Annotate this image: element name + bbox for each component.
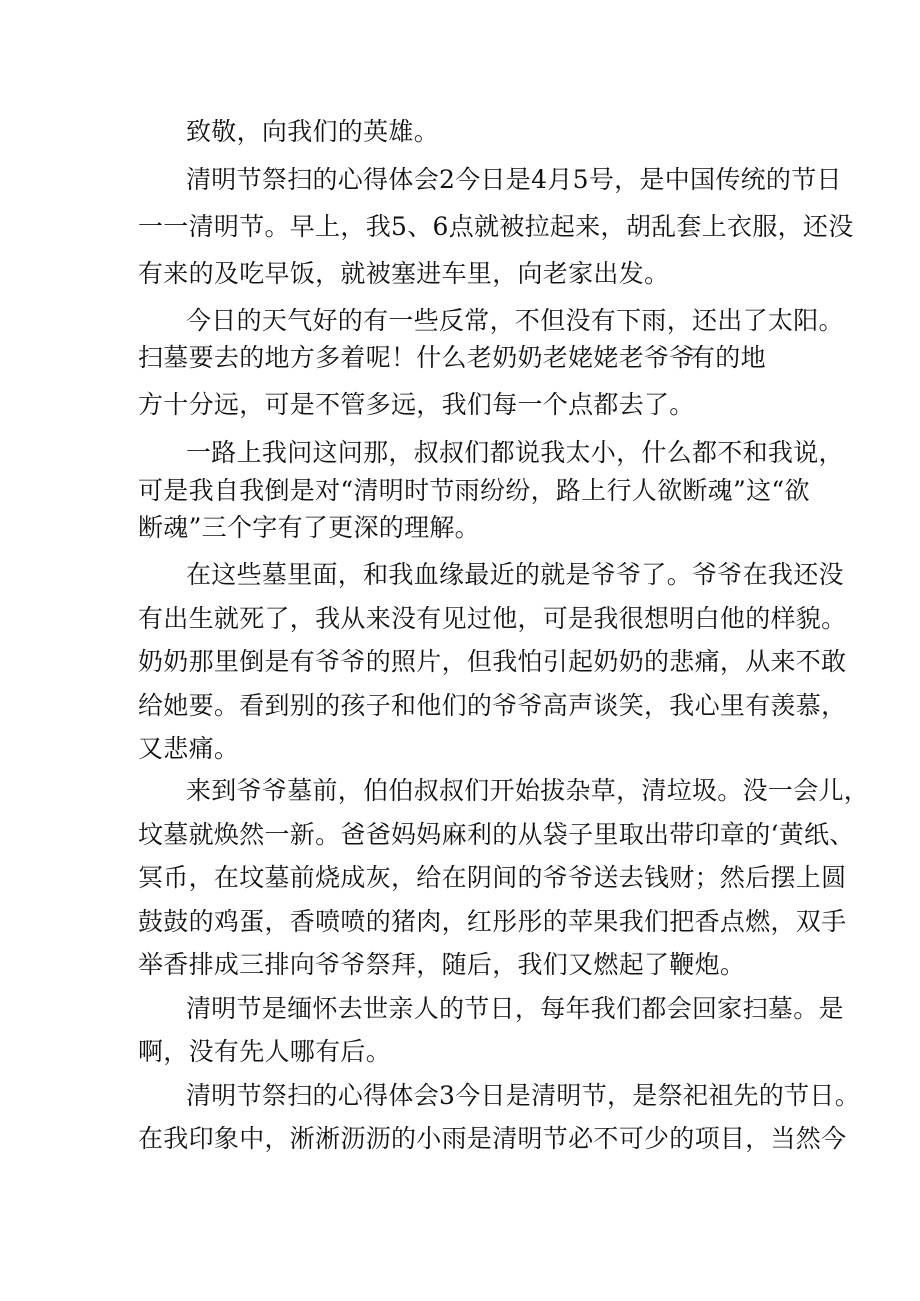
- text-line: 一路上我问这问那，叔叔们都说我太小，什么都不和我说，: [186, 438, 844, 467]
- text-line: 断魂”三个字有了更深的理解。: [138, 513, 480, 542]
- text-line: 清明节祭扫的心得体会2今日是4月5号，是中国传统的节日: [186, 165, 842, 194]
- text-line: 今日的天气好的有一些反常，不但没有下雨，还出了太阳。: [186, 306, 844, 335]
- text-line: 清明节是缅怀去世亲人的节日，每年我们都会回家扫墓。是: [186, 994, 844, 1023]
- text-line: 又悲痛。: [138, 734, 240, 763]
- text-line: 有出生就死了，我从来没有见过他，可是我很想明白他的样貌。: [138, 604, 847, 633]
- text-line: 方十分远，可是不管多远，我们每一个点都去了。: [138, 390, 695, 419]
- text-line: 扫墓要去的地方多着呢！什么老奶奶老姥姥老爷爷: [138, 343, 695, 372]
- text-line: 可是我自我倒是对“清明时节雨纷纷，路上行人欲断魂”这“欲: [138, 476, 810, 505]
- text-line: 鼓鼓的鸡蛋，香喷喷的猪肉，红彤彤的苹果我们把香点燃，双手: [138, 907, 847, 936]
- text-line: 来到爷爷墓前，伯伯叔叔们开始拔杂草，清垃圾。没一会儿，: [186, 776, 870, 805]
- text-line: 有来的及吃早饭，就被塞进车里，向老家出发。: [138, 259, 670, 288]
- text-line: 致敬，向我们的英雄。: [186, 117, 440, 146]
- text-line: 清明节祭扫的心得体会3今日是清明节，是祭祀祖先的节日。: [186, 1081, 861, 1110]
- text-line: 在这些墓里面，和我血缘最近的就是爷爷了。爷爷在我还没: [186, 560, 844, 589]
- text-line: 有的地: [690, 343, 766, 372]
- text-line: 坟墓就焕然一新。爸爸妈妈麻利的从袋子里取出带印章的‘黄纸、: [138, 820, 855, 849]
- text-line: 一一清明节。早上，我5、6点就被拉起来，胡乱套上衣服，还没: [138, 212, 854, 241]
- text-line: 给她要。看到别的孩子和他们的爷爷高声谈笑，我心里有羡慕，: [138, 691, 847, 720]
- text-line: 在我印象中，淅淅沥沥的小雨是清明节必不可少的项目，当然今: [138, 1124, 847, 1153]
- text-line: 冥币，在坟墓前烧成灰，给在阴间的爷爷送去钱财；然后摆上圆: [138, 863, 847, 892]
- text-line: 举香排成三排向爷爷祭拜，随后，我们又燃起了鞭炮。: [138, 950, 746, 979]
- text-line: 奶奶那里倒是有爷爷的照片，但我怕引起奶奶的悲痛，从来不敢: [138, 647, 847, 676]
- text-line: 啊，没有先人哪有后。: [138, 1037, 392, 1066]
